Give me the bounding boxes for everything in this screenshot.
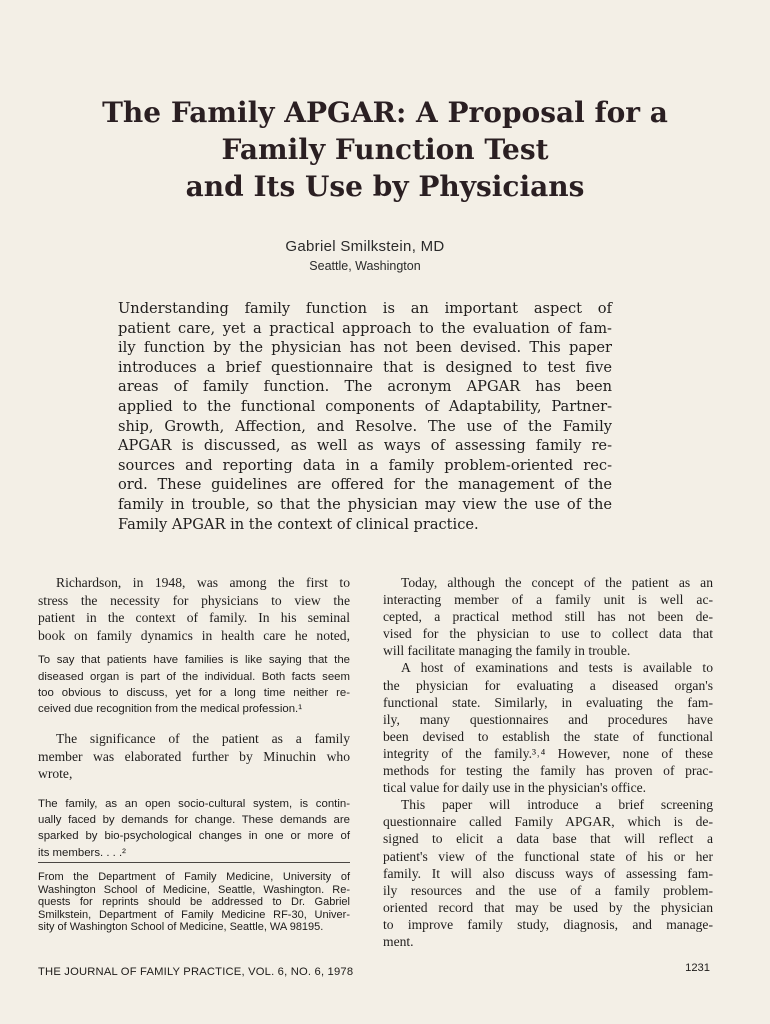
- text-line: wrote,: [38, 766, 73, 782]
- quote-line: diseased organ is part of the individual. Both facts seem: [38, 670, 350, 683]
- quote-line: sparked by bio-psychological changes in one or more of: [38, 830, 350, 843]
- right-paragraph-3: [383, 796, 713, 950]
- abstract-line: applied to the functional components of Adaptability, Partner-: [118, 397, 612, 415]
- abstract: [118, 299, 612, 534]
- text-line: interacting member of a family unit is well ac-: [383, 592, 713, 608]
- abstract-line: ord. These guidelines are offered for the management of the: [118, 476, 612, 494]
- text-line: to improve family study, diagnosis, and manage-: [383, 916, 713, 932]
- text-line: ily resources and the use of a family problem-: [383, 882, 713, 898]
- text-line: patient's view of the functional state of his or her: [383, 848, 713, 864]
- quote-line: To say that patients have families is like saying that the: [38, 654, 350, 667]
- text-line: A host of examinations and tests is available to: [401, 660, 713, 676]
- article-title: [40, 94, 730, 205]
- abstract-line: areas of family function. The acronym APGAR has been: [118, 378, 612, 396]
- quote-line: ceived due recognition from the medical profession.¹: [38, 702, 303, 715]
- abstract-line: APGAR is discussed, as well as ways of assessing family re-: [118, 437, 612, 455]
- footnote-divider: [38, 862, 350, 863]
- page-number: 1231: [685, 962, 710, 974]
- footnote: [38, 871, 350, 934]
- text-line: integrity of the family.³˒⁴ However, none of these: [383, 745, 713, 761]
- journal-citation: THE JOURNAL OF FAMILY PRACTICE, VOL. 6, NO. 6, 1978: [38, 966, 354, 978]
- text-line: methods for testing the family has proven of prac-: [383, 763, 713, 779]
- text-line: Today, although the concept of the patient as an: [401, 575, 713, 590]
- abstract-line: family in trouble, so that the physician may view the use of the: [118, 495, 612, 513]
- quote-line: its members. . . .²: [38, 846, 126, 859]
- right-paragraph-1: [383, 574, 713, 659]
- text-line: family. It will also discuss ways of assessing fam-: [383, 865, 713, 881]
- text-line: signed to elicit a data base that will reflect a: [383, 831, 713, 847]
- text-line: Richardson, in 1948, was among the first to: [56, 575, 350, 590]
- left-paragraph-2: [38, 730, 350, 783]
- text-line: oriented record that may be used by the physician: [383, 899, 713, 915]
- text-line: the physician for evaluating a diseased organ's: [383, 677, 713, 693]
- footnote-line: sity of Washington School of Medicine, Seattle, WA 98195.: [38, 921, 324, 934]
- footnote-line: quests for reprints should be addressed to Dr. Gabriel: [38, 896, 350, 909]
- block-quote-minuchin: [38, 796, 350, 861]
- text-line: questionnaire called Family APGAR, which is de-: [383, 814, 713, 830]
- footnote-line: Smilkstein, Department of Family Medicine RF-30, Univer-: [38, 908, 350, 921]
- abstract-line: ily function by the physician has not been devised. This paper: [118, 339, 612, 357]
- block-quote-richardson: [38, 652, 350, 717]
- abstract-line: Understanding family function is an important aspect of: [118, 300, 612, 317]
- text-line: This paper will introduce a brief screening: [401, 797, 713, 813]
- abstract-line: introduces a brief questionnaire that is designed to test five: [118, 358, 612, 376]
- right-column: [383, 574, 713, 950]
- text-line: book on family dynamics in health care he noted,: [38, 627, 350, 643]
- text-line: ment.: [383, 933, 414, 949]
- title-line-1: The Family APGAR: A Proposal for a: [102, 96, 668, 129]
- quote-line: The family, as an open socio-cultural system, is contin-: [38, 797, 350, 810]
- text-line: vised for the physician to use to collect data that: [383, 626, 713, 642]
- abstract-line: patient care, yet a practical approach to the evaluation of fam-: [118, 319, 612, 337]
- text-line: ily, many questionnaires and procedures have: [383, 711, 713, 727]
- quote-line: too obvious to discuss, yet for a long time neither re-: [38, 686, 350, 699]
- left-column: [38, 574, 350, 861]
- text-line: been devised to establish the state of functional: [383, 728, 713, 744]
- text-line: tical value for daily use in the physician's office.: [383, 780, 647, 796]
- quote-line: ually faced by demands for change. These demands are: [38, 814, 350, 827]
- author-affiliation: Seattle, Washington: [309, 259, 421, 273]
- text-line: will facilitate managing the family in trouble.: [383, 643, 631, 659]
- title-line-2: Family Function Test: [221, 133, 549, 166]
- abstract-line: Family APGAR in the context of clinical practice.: [118, 515, 479, 533]
- text-line: patient in the context of family. In his seminal: [38, 610, 350, 626]
- left-paragraph-1: [38, 574, 350, 644]
- title-line-3: and Its Use by Physicians: [185, 170, 585, 203]
- text-line: cepted, a practical method still has not been de-: [383, 609, 713, 625]
- footnote-line: From the Department of Family Medicine, University of: [38, 871, 350, 883]
- abstract-line: sources and reporting data in a family problem-oriented rec-: [118, 456, 612, 474]
- abstract-line: ship, Growth, Affection, and Resolve. The use of the Family: [118, 417, 612, 435]
- author-name: Gabriel Smilkstein, MD: [285, 238, 445, 255]
- footnote-line: Washington School of Medicine, Seattle, Washington. Re-: [38, 883, 350, 896]
- text-line: stress the necessity for physicians to view the: [38, 592, 350, 608]
- right-paragraph-2: [383, 659, 713, 796]
- text-line: The significance of the patient as a family: [56, 731, 350, 747]
- text-line: functional state. Similarly, in evaluating the fam-: [383, 694, 713, 710]
- text-line: member was elaborated further by Minuchin who: [38, 748, 350, 764]
